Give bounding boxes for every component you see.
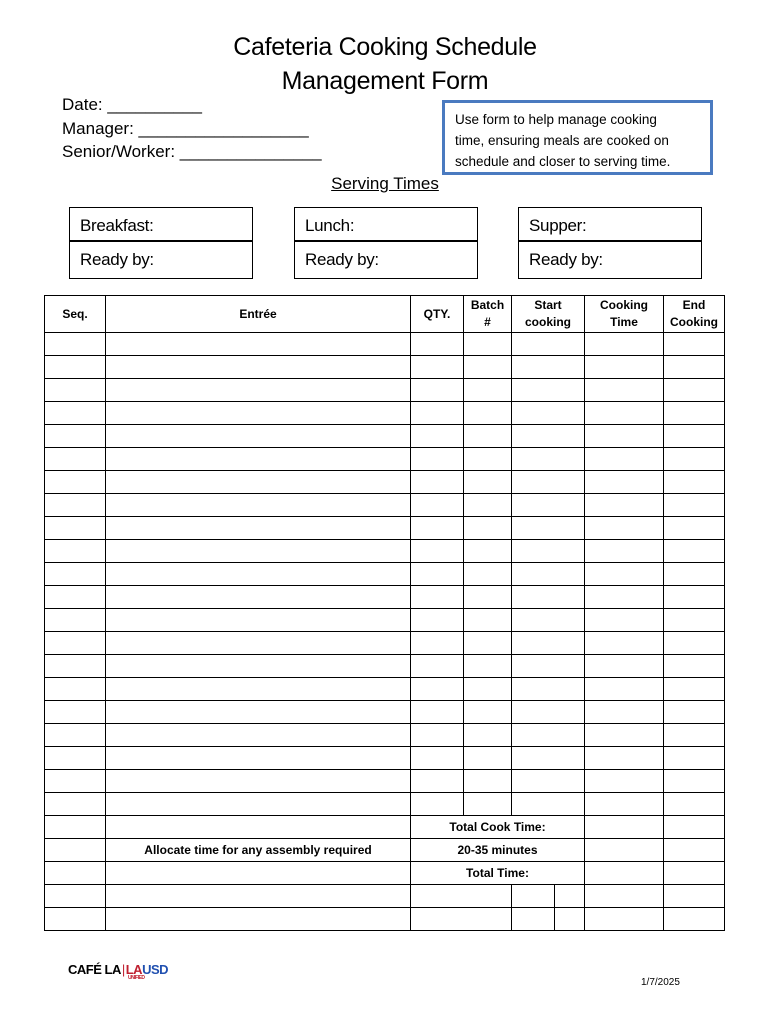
table-cell[interactable] [664,379,725,402]
table-row [45,540,725,563]
table-cell[interactable] [45,356,106,379]
table-cell[interactable] [411,609,464,632]
table-cell[interactable] [585,678,664,701]
table-cell[interactable] [106,655,411,678]
table-cell[interactable] [464,747,512,770]
table-cell[interactable] [512,724,585,747]
table-cell[interactable] [411,701,464,724]
info-line: time, ensuring meals are cooked on [455,133,669,148]
table-row [45,885,725,908]
table-cell[interactable] [664,655,725,678]
table-cell[interactable] [512,632,585,655]
table-cell[interactable] [664,632,725,655]
allocate-note: Allocate time for any assembly required [106,839,411,862]
table-cell[interactable] [464,678,512,701]
table-cell[interactable] [464,356,512,379]
table-cell[interactable] [106,471,411,494]
table-cell[interactable] [411,908,512,931]
table-cell[interactable] [45,609,106,632]
table-cell[interactable] [106,678,411,701]
table-cell[interactable] [411,517,464,540]
table-cell[interactable] [664,839,725,862]
table-cell[interactable] [512,747,585,770]
table-cell[interactable] [411,885,512,908]
table-cell[interactable] [106,586,411,609]
breakfast-ready-field[interactable]: Ready by: [80,250,154,269]
table-cell[interactable] [45,885,106,908]
table-cell[interactable] [664,701,725,724]
table-cell[interactable] [512,655,585,678]
table-cell[interactable] [106,563,411,586]
table-cell[interactable] [664,356,725,379]
table-cell[interactable] [512,494,585,517]
table-cell[interactable] [411,333,464,356]
table-cell[interactable] [45,402,106,425]
table-cell[interactable] [45,747,106,770]
table-cell[interactable] [512,586,585,609]
table-cell[interactable] [464,770,512,793]
table-cell[interactable] [664,609,725,632]
table-cell[interactable] [585,908,664,931]
table-cell[interactable] [512,540,585,563]
total-cook-time-label: Total Cook Time: [411,816,585,839]
table-row [45,793,725,816]
entree-header: Entrée [106,296,411,333]
table-cell[interactable] [585,356,664,379]
table-cell[interactable] [585,425,664,448]
table-cell[interactable] [106,747,411,770]
table-cell[interactable] [45,540,106,563]
table-cell[interactable] [585,333,664,356]
table-cell[interactable] [106,793,411,816]
table-row [45,839,725,862]
table-cell[interactable] [411,448,464,471]
table-cell[interactable] [585,770,664,793]
table-row [45,333,725,356]
table-row [45,448,725,471]
table-row [45,747,725,770]
table-cell[interactable] [411,770,464,793]
table-cell[interactable] [411,632,464,655]
lunch-ready-field[interactable]: Ready by: [305,250,379,269]
table-cell[interactable] [664,402,725,425]
table-cell[interactable] [512,793,585,816]
lunch-box [294,207,478,279]
table-cell[interactable] [664,586,725,609]
table-cell[interactable] [106,908,411,931]
table-cell[interactable] [45,655,106,678]
table-cell[interactable] [106,448,411,471]
table-row [45,379,725,402]
table-cell[interactable] [45,471,106,494]
table-cell[interactable] [464,517,512,540]
table-cell[interactable] [45,770,106,793]
table-cell[interactable] [106,540,411,563]
table-cell[interactable] [45,839,106,862]
table-cell[interactable] [464,632,512,655]
table-cell[interactable] [411,356,464,379]
table-cell[interactable] [512,563,585,586]
table-cell[interactable] [464,425,512,448]
table-cell[interactable] [664,908,725,931]
info-line: schedule and closer to serving time. [455,154,671,169]
table-cell[interactable] [45,678,106,701]
batch-header: Batch # [464,296,512,333]
lunch-field[interactable]: Lunch: [295,208,477,242]
table-cell[interactable] [664,747,725,770]
table-cell[interactable] [106,862,411,885]
table-cell[interactable] [664,448,725,471]
table-cell[interactable] [664,770,725,793]
table-cell[interactable] [411,379,464,402]
table-cell[interactable] [464,540,512,563]
table-cell[interactable] [45,816,106,839]
table-cell[interactable] [555,885,585,908]
breakfast-field[interactable]: Breakfast: [70,208,252,242]
table-cell[interactable] [664,540,725,563]
table-cell[interactable] [45,862,106,885]
table-cell[interactable] [585,701,664,724]
table-cell[interactable] [512,609,585,632]
table-cell[interactable] [106,770,411,793]
table-cell[interactable] [585,885,664,908]
footer-date: 1/7/2025 [641,977,680,988]
table-row [45,816,725,839]
table-cell[interactable] [45,793,106,816]
table-row [45,494,725,517]
table-cell[interactable] [585,540,664,563]
table-cell[interactable] [585,862,664,885]
serving-times-heading: Serving Times [331,174,439,193]
table-cell[interactable] [585,379,664,402]
table-cell[interactable] [45,701,106,724]
table-row [45,632,725,655]
table-cell[interactable] [106,885,411,908]
table-cell[interactable] [585,402,664,425]
table-cell[interactable] [45,448,106,471]
table-cell[interactable] [411,494,464,517]
table-cell[interactable] [45,333,106,356]
table-cell[interactable] [512,885,555,908]
table-cell[interactable] [464,701,512,724]
supper-box [518,207,702,279]
table-row [45,471,725,494]
table-row [45,908,725,931]
total-time-label: Total Time: [411,862,585,885]
table-cell[interactable] [585,586,664,609]
table-cell[interactable] [411,540,464,563]
end-cooking-header: End Cooking [664,296,725,333]
table-cell[interactable] [512,517,585,540]
table-cell[interactable] [512,425,585,448]
table-cell[interactable] [411,793,464,816]
table-row [45,724,725,747]
worker-field[interactable]: Senior/Worker: _______________ [62,142,322,161]
table-cell[interactable] [464,333,512,356]
table-cell[interactable] [106,356,411,379]
table-cell[interactable] [585,632,664,655]
minutes-label: 20-35 minutes [411,839,585,862]
table-cell[interactable] [45,586,106,609]
table-cell[interactable] [664,425,725,448]
table-cell[interactable] [464,793,512,816]
table-cell[interactable] [464,655,512,678]
table-cell[interactable] [106,494,411,517]
table-cell[interactable] [411,586,464,609]
table-cell[interactable] [464,402,512,425]
table-cell[interactable] [585,816,664,839]
supper-ready-field[interactable]: Ready by: [529,250,603,269]
table-cell[interactable] [411,402,464,425]
table-cell[interactable] [45,425,106,448]
start-cooking-header: Start cooking [512,296,585,333]
table-row [45,678,725,701]
table-cell[interactable] [512,448,585,471]
table-cell[interactable] [464,379,512,402]
table-cell[interactable] [585,517,664,540]
table-cell[interactable] [555,908,585,931]
table-row [45,425,725,448]
table-row [45,563,725,586]
manager-field[interactable]: Manager: __________________ [62,119,309,138]
table-cell[interactable] [464,609,512,632]
table-cell[interactable] [45,724,106,747]
table-row [45,862,725,885]
form-title-line1: Cafeteria Cooking Schedule [233,33,537,61]
table-cell[interactable] [512,356,585,379]
table-cell[interactable] [464,471,512,494]
table-cell[interactable] [585,448,664,471]
table-cell[interactable] [464,724,512,747]
form-title-line2: Management Form [281,67,489,95]
table-cell[interactable] [411,425,464,448]
table-cell[interactable] [512,402,585,425]
table-cell[interactable] [664,471,725,494]
table-cell[interactable] [585,655,664,678]
table-cell[interactable] [585,471,664,494]
table-cell[interactable] [585,839,664,862]
table-cell[interactable] [45,563,106,586]
table-cell[interactable] [106,632,411,655]
table-cell[interactable] [106,402,411,425]
table-cell[interactable] [45,517,106,540]
table-cell[interactable] [664,862,725,885]
table-row [45,517,725,540]
table-cell[interactable] [106,333,411,356]
table-cell[interactable] [512,333,585,356]
table-cell[interactable] [411,655,464,678]
table-cell[interactable] [45,632,106,655]
info-box [442,100,713,175]
table-cell[interactable] [411,724,464,747]
table-cell[interactable] [585,793,664,816]
table-row [45,609,725,632]
table-cell[interactable] [411,563,464,586]
table-cell[interactable] [512,770,585,793]
table-cell[interactable] [512,379,585,402]
table-cell[interactable] [464,494,512,517]
table-cell[interactable] [664,793,725,816]
table-cell[interactable] [664,563,725,586]
table-cell[interactable] [664,816,725,839]
table-row [45,701,725,724]
supper-field[interactable]: Supper: [519,208,701,242]
cooking-time-header: Cooking Time [585,296,664,333]
table-cell[interactable] [106,724,411,747]
table-cell[interactable] [664,678,725,701]
table-cell[interactable] [664,494,725,517]
table-cell[interactable] [45,494,106,517]
table-cell[interactable] [585,724,664,747]
table-cell[interactable] [512,908,555,931]
table-cell[interactable] [106,701,411,724]
breakfast-box [69,207,253,279]
table-cell[interactable] [664,885,725,908]
table-cell[interactable] [664,724,725,747]
table-cell[interactable] [585,609,664,632]
table-row [45,356,725,379]
table-cell[interactable] [45,908,106,931]
table-cell[interactable] [411,471,464,494]
table-cell[interactable] [106,425,411,448]
table-cell[interactable] [106,609,411,632]
table-cell[interactable] [512,701,585,724]
table-cell[interactable] [585,747,664,770]
table-row [45,586,725,609]
table-row [45,770,725,793]
table-cell[interactable] [664,517,725,540]
table-cell[interactable] [512,678,585,701]
table-cell[interactable] [106,379,411,402]
qty-header: QTY. [411,296,464,333]
table-cell[interactable] [45,379,106,402]
table-cell[interactable] [464,586,512,609]
table-cell[interactable] [585,494,664,517]
table-row [45,655,725,678]
info-line: Use form to help manage cooking [455,112,657,127]
cooking-schedule-table [44,295,725,931]
table-cell[interactable] [512,471,585,494]
table-cell[interactable] [464,448,512,471]
seq-header: Seq. [45,296,106,333]
table-cell[interactable] [411,747,464,770]
cafe-la-lausd-logo: CAFÉ LA|LAUSD UNIFIED [68,962,169,981]
table-cell[interactable] [411,678,464,701]
table-row [45,402,725,425]
table-cell[interactable] [464,563,512,586]
date-field[interactable]: Date: __________ [62,95,202,114]
table-cell[interactable] [106,816,411,839]
table-cell[interactable] [585,563,664,586]
table-cell[interactable] [106,517,411,540]
table-cell[interactable] [664,333,725,356]
